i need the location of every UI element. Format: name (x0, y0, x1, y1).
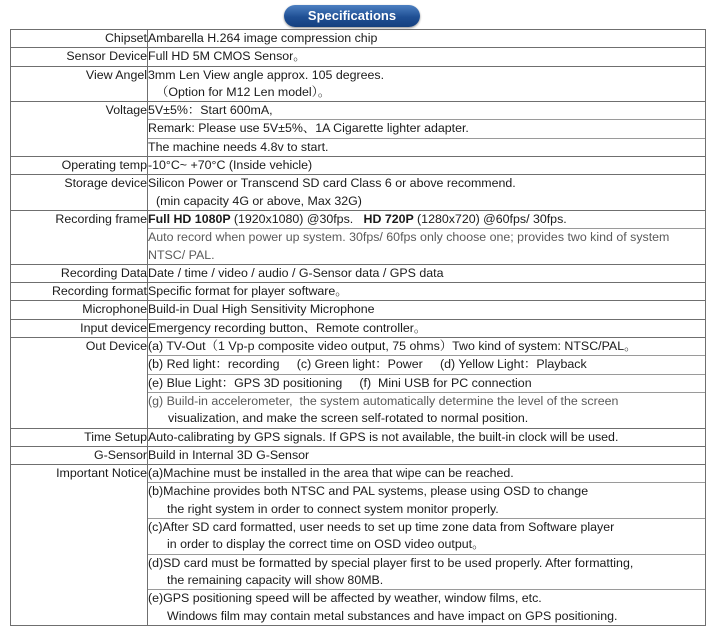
spec-value (148, 175, 706, 211)
spec-value (148, 157, 706, 175)
spec-value (148, 264, 706, 282)
spec-value (148, 319, 706, 337)
spec-value-text: (1280x720) @60fps/ 30fps. (417, 211, 567, 226)
spec-value (148, 428, 706, 446)
spec-value (148, 283, 706, 301)
spec-value (148, 66, 706, 102)
spec-value-line: (c)After SD card formatted, user needs to set up time zone data from Software player (148, 518, 705, 536)
spec-value-line: (a)Machine must be installed in the area that wipe can be reached. (148, 466, 514, 481)
spec-row (11, 30, 706, 48)
spec-row (11, 157, 706, 175)
spec-value-line: Windows film may contain metal substances and have impact on GPS positioning. (167, 608, 618, 623)
spec-label: Important Notice (11, 465, 148, 626)
spec-label: Input device (11, 319, 148, 337)
specifications-title: Specifications (284, 5, 420, 27)
spec-label: Recording frame (11, 210, 148, 264)
spec-value-line: (a) TV-Out（1 Vp-p composite video output, 75 ohms）Two kind of system: NTSC/PAL。 (148, 339, 637, 354)
spec-label: Chipset (11, 30, 148, 48)
spec-value (148, 338, 706, 428)
spec-value-line: the right system in order to connect system monitor properly. (167, 501, 499, 516)
spec-row (11, 102, 706, 157)
spec-row (11, 446, 706, 464)
spec-value-line: Auto record when power up system. 30fps/ 60fps only choose one; provides two kind of system NTSC/ PAL. (148, 228, 705, 264)
spec-value-bold: HD 720P (363, 211, 418, 226)
spec-value-bold: Full HD 1080P (148, 211, 234, 226)
spec-value-line: (d)SD card must be formatted by special player first to be used properly. After formatting, (148, 554, 705, 572)
spec-value-line: -10°C~ +70°C (Inside vehicle) (148, 158, 313, 173)
spec-value-line: visualization, and make the screen self-rotated to normal position. (168, 411, 529, 426)
spec-label: Time Setup (11, 428, 148, 446)
spec-row (11, 210, 706, 264)
specifications-table (10, 29, 706, 626)
spec-row (11, 66, 706, 102)
spec-value-line: (min capacity 4G or above, Max 32G) (156, 193, 362, 208)
spec-row (11, 428, 706, 446)
spec-row (11, 175, 706, 211)
spec-value-line: Build in Internal 3D G-Sensor (148, 447, 310, 462)
spec-row (11, 465, 706, 626)
spec-label: Recording format (11, 283, 148, 301)
spec-label: Microphone (11, 301, 148, 319)
spec-label: G-Sensor (11, 446, 148, 464)
spec-value-line: Remark: Please use 5V±5%、1A Cigarette lighter adapter. (148, 119, 705, 137)
spec-label: View Angel (11, 66, 148, 102)
spec-label: Sensor Device (11, 48, 148, 66)
spec-value-line: (g) Build-in accelerometer, the system automatically determine the level of the screen (148, 392, 705, 410)
spec-value (148, 30, 706, 48)
spec-value-line: Full HD 5M CMOS Sensor。 (148, 49, 306, 64)
spec-value-line: Emergency recording button、Remote controller。 (148, 320, 427, 335)
spec-value (148, 210, 706, 264)
spec-value-line: Date / time / video / audio / G-Sensor data / GPS data (148, 265, 444, 280)
spec-value-line: Ambarella H.264 image compression chip (148, 31, 378, 45)
spec-value (148, 102, 706, 157)
spec-value-text: (1920x1080) @30fps. (233, 211, 364, 226)
spec-row (11, 48, 706, 66)
spec-value-line: the remaining capacity will show 80MB. (167, 572, 384, 587)
spec-row (11, 338, 706, 428)
spec-value (148, 446, 706, 464)
spec-value-line: (b) Red light：recording (c) Green light：Power (d) Yellow Light：Playback (148, 355, 705, 373)
spec-value-line: 3mm Len View angle approx. 105 degrees. (148, 67, 385, 82)
spec-value (148, 465, 706, 626)
spec-row (11, 264, 706, 282)
spec-value-line: Build-in Dual High Sensitivity Microphone (148, 302, 375, 317)
spec-label: Recording Data (11, 264, 148, 282)
spec-label: Operating temp (11, 157, 148, 175)
spec-value-line (148, 211, 705, 228)
spec-value-line: 5V±5%：Start 600mA, (148, 103, 273, 118)
spec-label: Out Device (11, 338, 148, 428)
spec-value (148, 301, 706, 319)
spec-value-line: (b)Machine provides both NTSC and PAL systems, please using OSD to change (148, 482, 705, 500)
spec-value-line: Specific format for player software。 (148, 284, 348, 299)
spec-row (11, 301, 706, 319)
spec-value-line: Silicon Power or Transcend SD card Class 6 or above recommend. (148, 176, 516, 191)
spec-label: Storage device (11, 175, 148, 211)
spec-value-line: (e) Blue Light：GPS 3D positioning (f) Mini USB for PC connection (148, 374, 705, 392)
spec-value (148, 48, 706, 66)
spec-row (11, 283, 706, 301)
spec-value-line: （Option for M12 Len model）。 (156, 84, 331, 99)
spec-label: Voltage (11, 102, 148, 157)
spec-value-line: The machine needs 4.8v to start. (148, 138, 705, 156)
spec-value-line: in order to display the correct time on OSD video output。 (167, 537, 485, 552)
spec-value-line: (e)GPS positioning speed will be affected by weather, window films, etc. (148, 589, 705, 607)
spec-value-line: Auto-calibrating by GPS signals. If GPS is not available, the built-in clock will be used. (148, 429, 619, 444)
spec-row (11, 319, 706, 337)
